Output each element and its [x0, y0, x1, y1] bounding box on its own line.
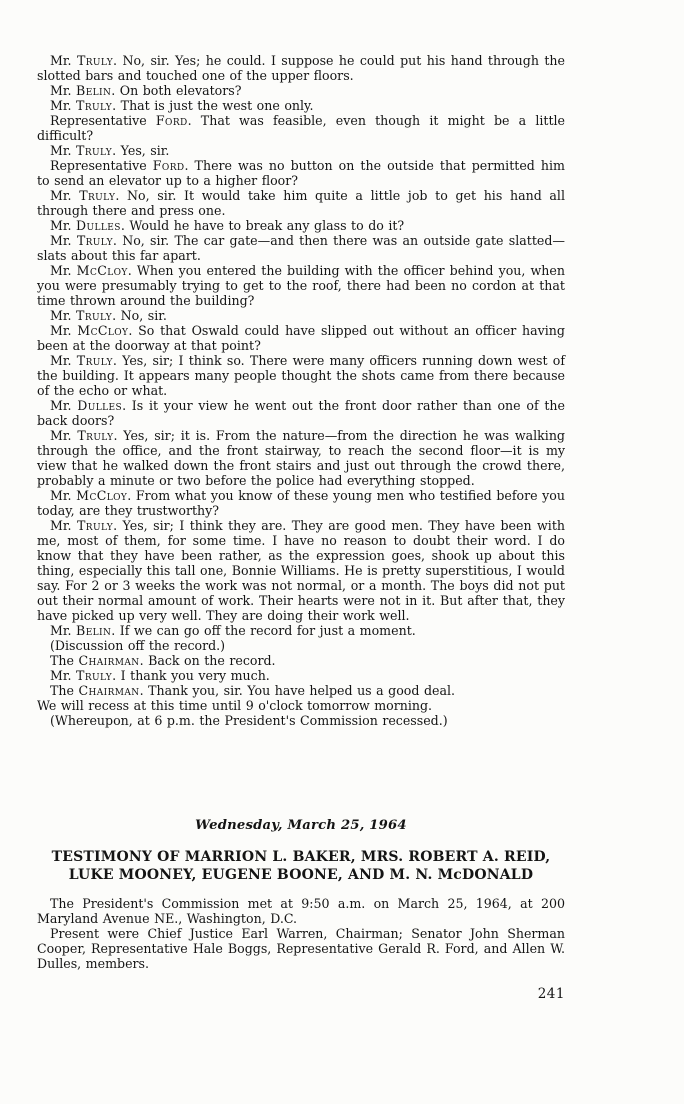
- speaker-prefix: Mr.: [50, 428, 78, 443]
- transcript-paragraph: [37, 713, 565, 728]
- speaker-prefix: The: [50, 683, 79, 698]
- speaker-name: Truly: [79, 188, 116, 203]
- speaker-name: Truly: [76, 308, 113, 323]
- speaker-prefix: Mr.: [50, 98, 77, 113]
- speaker-prefix: Mr.: [50, 263, 77, 278]
- speaker-name: Truly: [76, 668, 113, 683]
- page-number: 241: [537, 986, 565, 1002]
- transcript-paragraph: [37, 683, 565, 698]
- speaker-name: Dulles: [76, 218, 121, 233]
- transcript-paragraph: [37, 98, 565, 113]
- session-intro: [37, 896, 565, 971]
- speaker-prefix: Mr.: [50, 518, 77, 533]
- speaker-name: Truly: [76, 98, 113, 113]
- speaker-name: McCloy: [77, 323, 129, 338]
- speaker-prefix: Mr.: [50, 218, 77, 233]
- transcript: [37, 53, 565, 728]
- paragraph-text: . No, sir.: [112, 308, 167, 323]
- transcript-paragraph: [37, 518, 565, 623]
- speaker-prefix: Mr.: [50, 488, 77, 503]
- transcript-paragraph: [37, 353, 565, 398]
- transcript-paragraph: [37, 158, 565, 188]
- speaker-prefix: Mr.: [50, 53, 77, 68]
- paragraph-text: . That is just the west one only.: [112, 98, 314, 113]
- paragraph-text: . That was feasible, even though it might be a little difficult?: [37, 113, 565, 143]
- session-heading: [37, 818, 565, 884]
- transcript-paragraph: [37, 188, 565, 218]
- paragraph-text: . There was no button on the outside that permitted him to send an elevator up to a higher floor?: [37, 158, 565, 188]
- transcript-paragraph: [37, 218, 565, 233]
- speaker-prefix: Mr.: [50, 323, 78, 338]
- paragraph-text: . Yes, sir; I think so. There were many officers running down west of the building. It appears many people thought the shots came from there because of the echo or what.: [37, 353, 565, 398]
- paragraph-text: . No, sir. The car gate—and then there was an outside gate slatted—slats about this far apart.: [37, 233, 565, 263]
- paragraph-text: . No, sir. It would take him quite a little job to get his hand all through there and press one.: [37, 188, 565, 218]
- speaker-name: Chairman: [78, 653, 140, 668]
- transcript-paragraph: [37, 428, 565, 488]
- speaker-prefix: Mr.: [50, 143, 77, 158]
- speaker-prefix: Representative: [50, 158, 153, 173]
- speaker-prefix: Representative: [50, 113, 156, 128]
- paragraph-text: . I thank you very much.: [112, 668, 270, 683]
- speaker-prefix: Mr.: [50, 353, 77, 368]
- speaker-name: Dulles: [77, 398, 123, 413]
- paragraph-text: . Would he have to break any glass to do it?: [120, 218, 405, 233]
- testimony-title: TESTIMONY OF MARRION L. BAKER, MRS. ROBERT A. REID, LUKE MOONEY, EUGENE BOONE, AND M. N. McDONALD: [51, 849, 551, 883]
- transcript-paragraph: [37, 638, 565, 653]
- paragraph-text: . Yes, sir; I think they are. They are good men. They have been with me, most of them, for some time. I have no reason to doubt their word. I do know that they have been rather, as the expression goes, shook up about this thing, especially this tall one, Bonnie Williams. He is pretty superstitious, I would say. For 2 or 3 weeks the work was not normal, or a month. The boys did not put out their normal amount of work. Their hearts were not in it. But after that, they have picked up very well. They are doing their work well.: [37, 518, 565, 623]
- speaker-prefix: Mr.: [50, 83, 77, 98]
- transcript-paragraph: [37, 698, 565, 713]
- transcript-paragraph: [37, 53, 565, 83]
- text-block: [37, 53, 565, 1002]
- transcript-paragraph: [37, 233, 565, 263]
- paragraph-text: . Yes, sir.: [112, 143, 170, 158]
- transcript-paragraph: [37, 623, 565, 638]
- paragraph-text: . From what you know of these young men who testified before you today, are they trustworthy?: [37, 488, 565, 518]
- speaker-name: Truly: [76, 53, 114, 68]
- speaker-prefix: Mr.: [50, 308, 77, 323]
- speaker-prefix: Mr.: [50, 623, 77, 638]
- transcript-paragraph: [37, 398, 565, 428]
- transcript-paragraph: [37, 323, 565, 353]
- paragraph-text: . So that Oswald could have slipped out without an officer having been at the doorway at that point?: [37, 323, 565, 353]
- speaker-name: Truly: [76, 233, 113, 248]
- paragraph-text: . Yes, sir; it is. From the nature—from the direction he was walking through the office, and the front stairway, to reach the second floor—it is my view that he walked down the front stairs and just out through the crowd there, probably a minute or two before the police had everything stopped.: [37, 428, 565, 488]
- transcript-paragraph: [37, 143, 565, 158]
- paragraph-text: . No, sir. Yes; he could. I suppose he could put his hand through the slotted bars and touched one of the upper floors.: [37, 53, 565, 83]
- transcript-paragraph: [37, 83, 565, 98]
- speaker-name: Ford: [155, 113, 188, 128]
- transcript-paragraph: [37, 113, 565, 143]
- paragraph-text: . When you entered the building with the officer behind you, when you were presumably trying to get to the roof, there had been no cordon at that time thrown around the building?: [37, 263, 565, 308]
- paragraph-text: . If we can go off the record for just a moment.: [111, 623, 416, 638]
- speaker-prefix: Mr.: [50, 668, 77, 683]
- session-date-heading: Wednesday, March 25, 1964: [195, 818, 407, 833]
- speaker-name: Belin: [76, 83, 112, 98]
- paragraph-text: . Thank you, sir. You have helped us a good deal.: [139, 683, 456, 698]
- paragraph-text: . Is it your view he went out the front door rather than one of the back doors?: [37, 398, 565, 428]
- speaker-name: McCloy: [76, 263, 128, 278]
- paragraph-text: (Whereupon, at 6 p.m. the President's Commission recessed.): [50, 713, 448, 728]
- speaker-name: Truly: [76, 143, 113, 158]
- speaker-name: Truly: [76, 518, 114, 533]
- transcript-paragraph: [37, 668, 565, 683]
- transcript-paragraph: [37, 263, 565, 308]
- speaker-name: Truly: [77, 428, 114, 443]
- intro-paragraph: Present were Chief Justice Earl Warren, Chairman; Senator John Sherman Cooper, Representative Hale Boggs, Representative Gerald R. Ford, and Allen W. Dulles, members.: [37, 926, 565, 971]
- paragraph-text: We will recess at this time until 9 o'clock tomorrow morning.: [37, 698, 433, 713]
- transcript-paragraph: [37, 653, 565, 668]
- transcript-paragraph: [37, 488, 565, 518]
- speaker-prefix: The: [50, 653, 79, 668]
- paragraph-text: . On both elevators?: [111, 83, 242, 98]
- paragraph-text: (Discussion off the record.): [50, 638, 226, 653]
- transcript-paragraph: [37, 308, 565, 323]
- speaker-prefix: Mr.: [50, 398, 78, 413]
- speaker-name: Truly: [76, 353, 113, 368]
- paragraph-text: . Back on the record.: [139, 653, 276, 668]
- intro-paragraph: The President's Commission met at 9:50 a.m. on March 25, 1964, at 200 Maryland Avenue NE., Washington, D.C.: [37, 896, 565, 926]
- speaker-name: McCloy: [76, 488, 128, 503]
- speaker-name: Belin: [76, 623, 112, 638]
- speaker-name: Chairman: [78, 683, 140, 698]
- speaker-name: Ford: [152, 158, 185, 173]
- speaker-prefix: Mr.: [50, 233, 77, 248]
- speaker-prefix: Mr.: [50, 188, 80, 203]
